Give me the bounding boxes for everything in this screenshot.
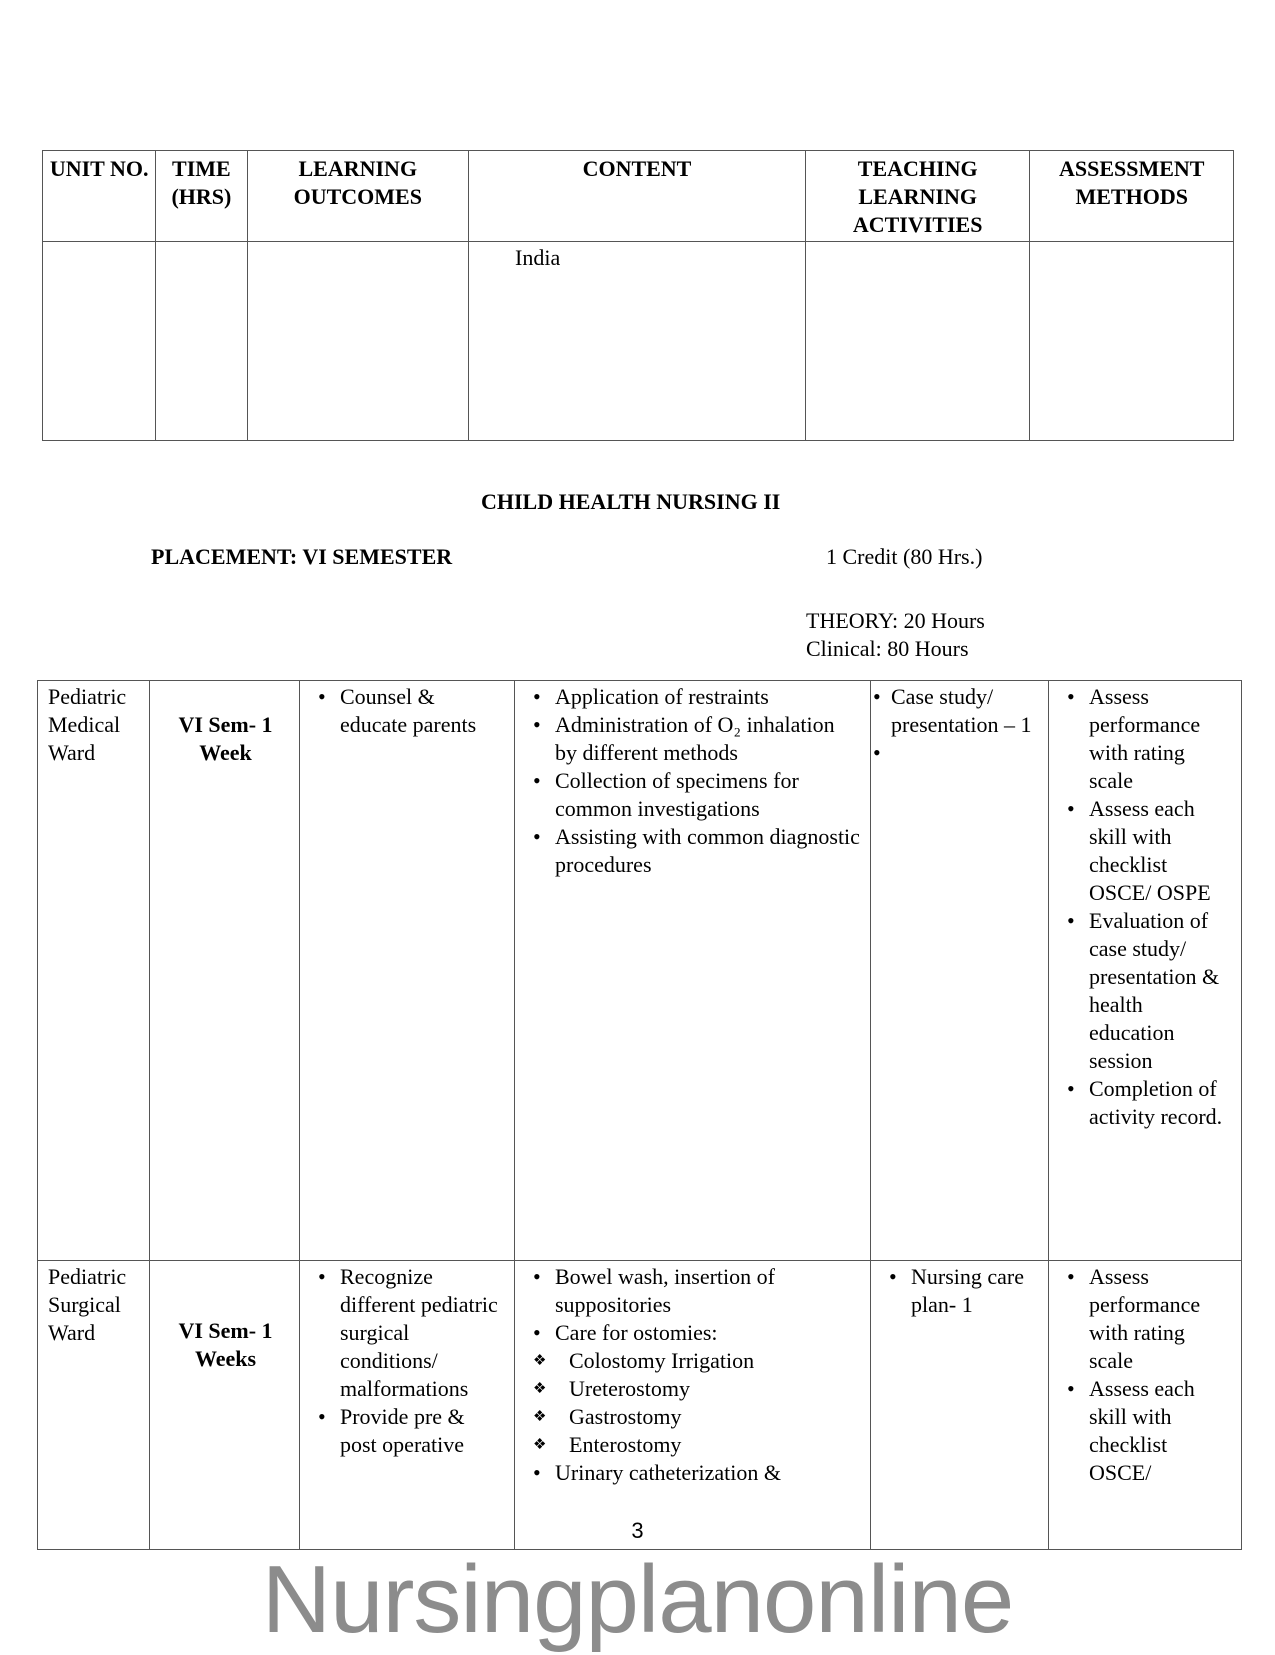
header-time: TIME (HRS): [156, 151, 247, 242]
duration-cell: [150, 1261, 300, 1550]
area-cell: [38, 1261, 150, 1550]
list-item: • Assisting with common diagnostic procedures: [525, 823, 862, 879]
list-item: • Completion of activity record.: [1059, 1075, 1233, 1131]
activities-cell: [871, 1261, 1049, 1550]
assessment-cell: [1049, 1261, 1242, 1550]
watermark: Nursingplanonline: [261, 1546, 1014, 1653]
top-table-row: [43, 242, 1234, 441]
assessment-list: [1059, 1263, 1233, 1487]
outcomes-list: [310, 1263, 506, 1459]
list-item: ❖ Colostomy Irrigation: [525, 1347, 862, 1375]
content-list: [525, 683, 862, 879]
list-item: • Care for ostomies:: [525, 1319, 862, 1347]
duration-cell: [150, 681, 300, 1261]
list-item: • Administration of O₂ inhalation by different methods: [525, 711, 862, 767]
placement-table: [37, 680, 1242, 1550]
list-item: • Counsel & educate parents: [310, 683, 506, 739]
header-teaching-learning-activities: TEACHING LEARNING ACTIVITIES: [805, 151, 1030, 242]
list-item: • Application of restraints: [525, 683, 862, 711]
header-learning-outcomes: LEARNING OUTCOMES: [247, 151, 469, 242]
table-row: [38, 681, 1242, 1261]
clinical-hours: Clinical: 80 Hours: [806, 636, 969, 661]
list-item: • Assess performance with rating scale: [1059, 1263, 1233, 1375]
content-text: India: [515, 245, 561, 270]
table-row: [38, 1261, 1242, 1550]
header-unit-no: UNIT NO.: [43, 151, 156, 242]
header-content: CONTENT: [469, 151, 806, 242]
list-item: ❖ Ureterostomy: [525, 1375, 862, 1403]
assessment-list: [1059, 683, 1233, 1131]
list-item: • Assess each skill with checklist OSCE/: [1059, 1375, 1233, 1487]
duration-text: VI Sem- 1 Week: [178, 712, 273, 765]
content-list-continued: [525, 1459, 862, 1487]
header-table: [42, 150, 1234, 441]
activities-list: [873, 683, 1040, 739]
area-text: Pediatric Medical Ward: [48, 684, 127, 765]
list-item: • Evaluation of case study/ presentation & health education session: [1059, 907, 1233, 1075]
ostomy-list: [525, 1347, 862, 1459]
cell-activities: [805, 242, 1030, 441]
area-text: Pediatric Surgical Ward: [48, 1264, 127, 1345]
list-item: ❖ Gastrostomy: [525, 1403, 862, 1431]
outcomes-cell: [300, 1261, 515, 1550]
duration-text: VI Sem- 1 Weeks: [178, 1318, 273, 1371]
header-assessment-methods: ASSESSMENT METHODS: [1030, 151, 1234, 242]
credit: 1 Credit (80 Hrs.): [826, 544, 983, 569]
theory-hours: THEORY: 20 Hours: [806, 608, 985, 633]
content-cell: [515, 1261, 871, 1550]
content-cell: [515, 681, 871, 1261]
list-item: • Nursing care plan- 1: [881, 1263, 1040, 1319]
cell-time: [156, 242, 247, 441]
cell-assessment: [1030, 242, 1234, 441]
list-item: • Collection of specimens for common investigations: [525, 767, 862, 823]
list-item: • Recognize different pediatric surgical conditions/ malformations: [310, 1263, 506, 1403]
content-list: [525, 1263, 862, 1347]
activities-cell: [871, 681, 1049, 1261]
list-item: • Provide pre & post operative: [310, 1403, 506, 1459]
list-item: • Case study/ presentation – 1: [873, 683, 1040, 739]
list-item: • Bowel wash, insertion of suppositories: [525, 1263, 862, 1319]
list-item: • Assess each skill with checklist OSCE/ OSPE: [1059, 795, 1233, 907]
list-item: ❖ Enterostomy: [525, 1431, 862, 1459]
outcomes-cell: [300, 681, 515, 1261]
activities-list: [881, 1263, 1040, 1319]
outcomes-list: [310, 683, 506, 739]
cell-unit: [43, 242, 156, 441]
list-item: • Urinary catheterization &: [525, 1459, 862, 1487]
cell-content: [469, 242, 806, 441]
placement: PLACEMENT: VI SEMESTER: [151, 544, 453, 569]
cell-outcomes: [247, 242, 469, 441]
header-row: [43, 151, 1234, 242]
assessment-cell: [1049, 681, 1242, 1261]
page-number: 3: [631, 1518, 644, 1543]
list-item: • Assess performance with rating scale: [1059, 683, 1233, 795]
area-cell: [38, 681, 150, 1261]
course-title: CHILD HEALTH NURSING II: [481, 489, 781, 514]
